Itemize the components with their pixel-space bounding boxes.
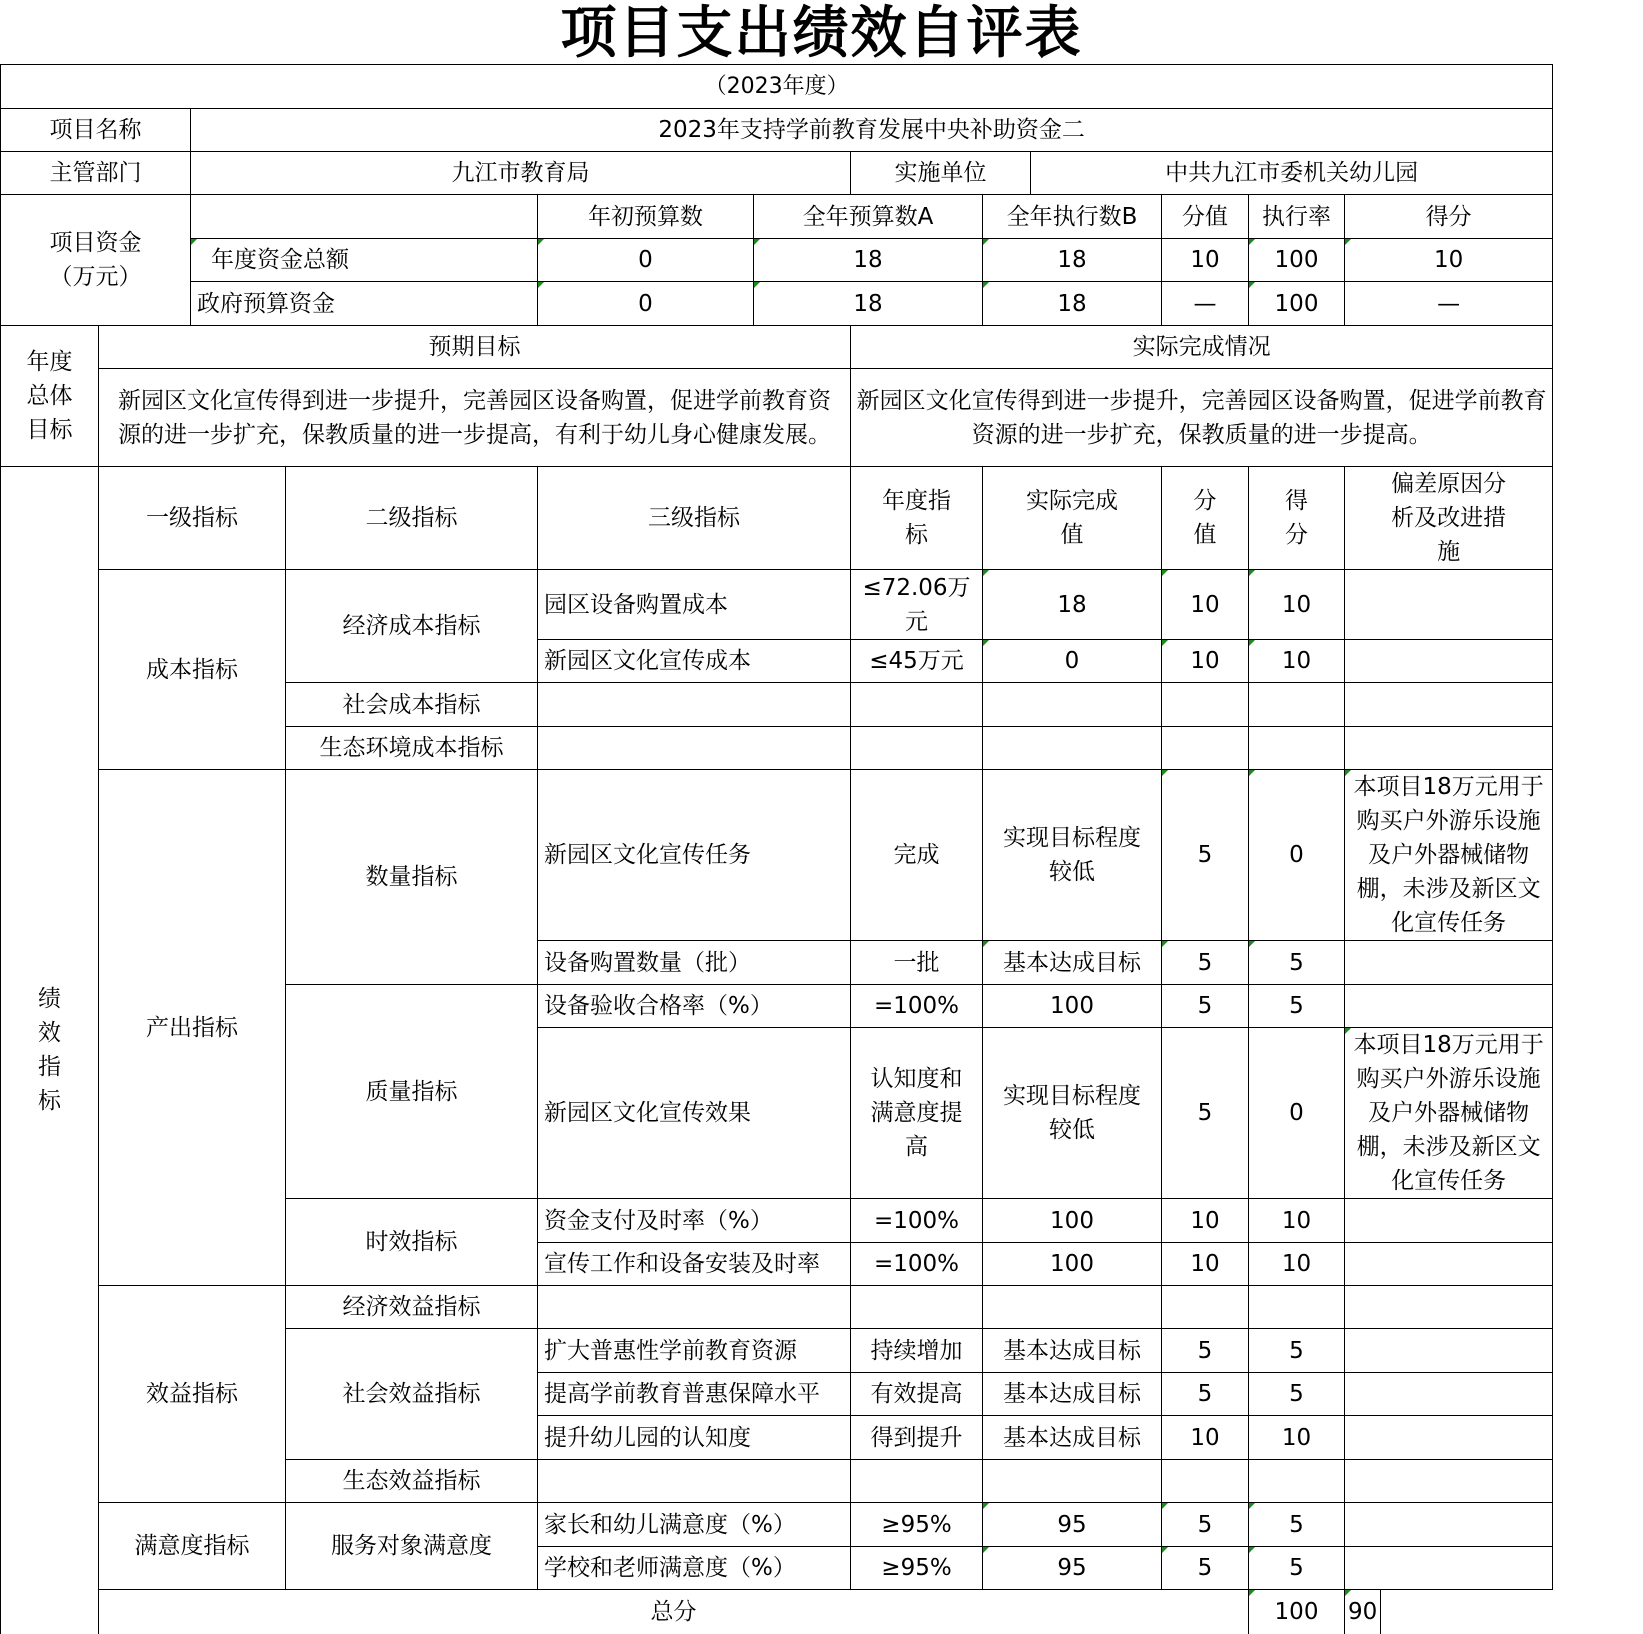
satisfaction-row-1-deviation	[1345, 1503, 1553, 1547]
benefit-eco-target	[851, 1460, 983, 1503]
satisfaction-row-2-points: 5	[1162, 1547, 1249, 1590]
funds-row-total-points: 10	[1162, 239, 1249, 282]
funds-header-score: 得分	[1345, 195, 1553, 239]
header-l1: 一级指标	[99, 467, 286, 570]
project-name-value: 2023年支持学前教育发展中央补助资金二	[191, 109, 1553, 152]
benefit-row-2-l3: 提高学前教育普惠保障水平	[538, 1373, 851, 1416]
funds-header-points: 分值	[1162, 195, 1249, 239]
output-row-6-l3: 宣传工作和设备安装及时率	[538, 1243, 851, 1286]
cost-row-1-deviation	[1345, 570, 1553, 640]
output-row-6-deviation	[1345, 1243, 1553, 1286]
cost-row-2-l3: 新园区文化宣传成本	[538, 640, 851, 683]
impl-unit-value: 中共九江市委机关幼儿园	[1031, 152, 1553, 195]
funds-row-total-name: 年度资金总额	[191, 239, 538, 282]
output-row-6-target: =100%	[851, 1243, 983, 1286]
output-row-3-points: 5	[1162, 985, 1249, 1028]
output-row-5-l3: 资金支付及时率（%）	[538, 1199, 851, 1243]
output-row-1-l3: 新园区文化宣传任务	[538, 770, 851, 941]
output-row-2-target: 一批	[851, 941, 983, 985]
funds-row-gov-init: 0	[538, 282, 754, 326]
satisfaction-row-2-target: ≥95%	[851, 1547, 983, 1590]
funds-row-total-init: 0	[538, 239, 754, 282]
benefit-row-1-deviation	[1345, 1329, 1553, 1373]
benefit-row-3-actual: 基本达成目标	[983, 1416, 1162, 1460]
satisfaction-row-1-target: ≥95%	[851, 1503, 983, 1547]
dept-value: 九江市教育局	[191, 152, 851, 195]
cost-social-deviation	[1345, 683, 1553, 727]
satisfaction-row-2-l3: 学校和老师满意度（%）	[538, 1547, 851, 1590]
cost-eco-points	[1162, 727, 1249, 770]
actual-result-text: 新园区文化宣传得到进一步提升，完善园区设备购置，促进学前教育资源的进一步扩充，保教质量的进一步提高。	[851, 369, 1553, 467]
satisfaction-l1: 满意度指标	[99, 1503, 286, 1590]
funds-label: 项目资金（万元）	[1, 195, 191, 326]
benefit-econ-score	[1249, 1286, 1345, 1329]
cost-social-target	[851, 683, 983, 727]
total-score: 90	[1345, 1590, 1381, 1634]
benefit-row-1-actual: 基本达成目标	[983, 1329, 1162, 1373]
cost-social-l2: 社会成本指标	[286, 683, 538, 727]
output-row-1-actual: 实现目标程度较低	[983, 770, 1162, 941]
satisfaction-row-1-points: 5	[1162, 1503, 1249, 1547]
funds-row-gov-annual: 18	[754, 282, 983, 326]
benefit-econ-points	[1162, 1286, 1249, 1329]
benefit-eco-deviation	[1345, 1460, 1553, 1503]
cost-row-2-actual: 0	[983, 640, 1162, 683]
funds-header-rate: 执行率	[1249, 195, 1345, 239]
header-points: 分值	[1162, 467, 1249, 570]
funds-header-blank	[191, 195, 538, 239]
year-label: （2023年度）	[1, 65, 1553, 109]
output-row-4-target: 认知度和满意度提高	[851, 1028, 983, 1199]
cost-row-2-deviation	[1345, 640, 1553, 683]
benefit-row-2-target: 有效提高	[851, 1373, 983, 1416]
total-label: 总分	[99, 1590, 1249, 1634]
benefit-row-3-deviation	[1345, 1416, 1553, 1460]
annual-goal-label: 年度总体目标	[1, 326, 99, 467]
output-row-4-points: 5	[1162, 1028, 1249, 1199]
benefit-eco-l3	[538, 1460, 851, 1503]
cost-row-2-target: ≤45万元	[851, 640, 983, 683]
benefit-econ-l3	[538, 1286, 851, 1329]
actual-result-label: 实际完成情况	[851, 326, 1553, 369]
output-row-4-deviation: 本项目18万元用于购买户外游乐设施及户外器械储物棚，未涉及新区文化宣传任务	[1345, 1028, 1553, 1199]
benefit-row-1-score: 5	[1249, 1329, 1345, 1373]
funds-header-annual: 全年预算数A	[754, 195, 983, 239]
cost-social-score	[1249, 683, 1345, 727]
header-target: 年度指标	[851, 467, 983, 570]
output-row-3-l3: 设备验收合格率（%）	[538, 985, 851, 1028]
funds-row-total-rate: 100	[1249, 239, 1345, 282]
output-quantity-l2: 数量指标	[286, 770, 538, 985]
output-row-6-actual: 100	[983, 1243, 1162, 1286]
cost-row-2-score: 10	[1249, 640, 1345, 683]
output-row-2-deviation	[1345, 941, 1553, 985]
cost-row-1-target: ≤72.06万元	[851, 570, 983, 640]
funds-header-exec: 全年执行数B	[983, 195, 1162, 239]
header-deviation: 偏差原因分析及改进措施	[1345, 467, 1553, 570]
cost-econ-l2: 经济成本指标	[286, 570, 538, 683]
benefit-row-1-target: 持续增加	[851, 1329, 983, 1373]
benefit-row-3-score: 10	[1249, 1416, 1345, 1460]
benefit-row-3-points: 10	[1162, 1416, 1249, 1460]
output-timeliness-l2: 时效指标	[286, 1199, 538, 1286]
cost-social-l3	[538, 683, 851, 727]
output-row-2-actual: 基本达成目标	[983, 941, 1162, 985]
benefit-econ-actual	[983, 1286, 1162, 1329]
output-row-4-l3: 新园区文化宣传效果	[538, 1028, 851, 1199]
output-row-3-deviation	[1345, 985, 1553, 1028]
benefit-social-l2: 社会效益指标	[286, 1329, 538, 1460]
cost-eco-l3	[538, 727, 851, 770]
satisfaction-row-2-score: 5	[1249, 1547, 1345, 1590]
benefit-row-1-l3: 扩大普惠性学前教育资源	[538, 1329, 851, 1373]
benefit-eco-score	[1249, 1460, 1345, 1503]
cost-eco-deviation	[1345, 727, 1553, 770]
output-row-3-score: 5	[1249, 985, 1345, 1028]
output-row-1-score: 0	[1249, 770, 1345, 941]
cost-eco-l2: 生态环境成本指标	[286, 727, 538, 770]
benefit-econ-target	[851, 1286, 983, 1329]
benefit-row-2-actual: 基本达成目标	[983, 1373, 1162, 1416]
benefit-row-2-points: 5	[1162, 1373, 1249, 1416]
funds-row-gov-rate: 100	[1249, 282, 1345, 326]
benefit-row-3-l3: 提升幼儿园的认知度	[538, 1416, 851, 1460]
self-evaluation-table	[0, 64, 1553, 1634]
benefit-econ-l2: 经济效益指标	[286, 1286, 538, 1329]
satisfaction-l2: 服务对象满意度	[286, 1503, 538, 1590]
output-quality-l2: 质量指标	[286, 985, 538, 1199]
header-l3: 三级指标	[538, 467, 851, 570]
cost-eco-score	[1249, 727, 1345, 770]
satisfaction-row-1-l3: 家长和幼儿满意度（%）	[538, 1503, 851, 1547]
output-row-4-score: 0	[1249, 1028, 1345, 1199]
funds-row-total-exec: 18	[983, 239, 1162, 282]
output-row-2-score: 5	[1249, 941, 1345, 985]
funds-row-gov-points: —	[1162, 282, 1249, 326]
dept-label: 主管部门	[1, 152, 191, 195]
output-row-1-points: 5	[1162, 770, 1249, 941]
total-points: 100	[1249, 1590, 1345, 1634]
cost-row-2-points: 10	[1162, 640, 1249, 683]
funds-row-total-score: 10	[1345, 239, 1553, 282]
output-row-6-points: 10	[1162, 1243, 1249, 1286]
funds-header-init: 年初预算数	[538, 195, 754, 239]
output-row-1-target: 完成	[851, 770, 983, 941]
output-row-1-deviation: 本项目18万元用于购买户外游乐设施及户外器械储物棚，未涉及新区文化宣传任务	[1345, 770, 1553, 941]
cost-eco-target	[851, 727, 983, 770]
perf-indicators-label	[1, 467, 99, 1634]
benefit-eco-l2: 生态效益指标	[286, 1460, 538, 1503]
cost-row-1-score: 10	[1249, 570, 1345, 640]
benefit-row-2-score: 5	[1249, 1373, 1345, 1416]
funds-row-gov-exec: 18	[983, 282, 1162, 326]
satisfaction-row-1-actual: 95	[983, 1503, 1162, 1547]
satisfaction-row-2-actual: 95	[983, 1547, 1162, 1590]
cost-l1: 成本指标	[99, 570, 286, 770]
funds-row-gov-score: —	[1345, 282, 1553, 326]
output-row-3-actual: 100	[983, 985, 1162, 1028]
output-row-5-points: 10	[1162, 1199, 1249, 1243]
page-title: 项目支出绩效自评表	[560, 0, 1083, 66]
benefit-eco-points	[1162, 1460, 1249, 1503]
total-deviation	[1381, 1590, 1553, 1634]
cost-eco-actual	[983, 727, 1162, 770]
perf-indicators-text: 绩效指标	[38, 986, 61, 1115]
funds-row-total-annual: 18	[754, 239, 983, 282]
benefit-l1: 效益指标	[99, 1286, 286, 1503]
header-score: 得分	[1249, 467, 1345, 570]
output-row-5-deviation	[1345, 1199, 1553, 1243]
funds-row-gov-name: 政府预算资金	[191, 282, 538, 326]
benefit-row-2-deviation	[1345, 1373, 1553, 1416]
cost-row-1-l3: 园区设备购置成本	[538, 570, 851, 640]
expected-goal-label: 预期目标	[99, 326, 851, 369]
output-row-5-target: =100%	[851, 1199, 983, 1243]
output-l1: 产出指标	[99, 770, 286, 1286]
expected-goal-text: 新园区文化宣传得到进一步提升，完善园区设备购置，促进学前教育资源的进一步扩充，保教质量的进一步提高，有利于幼儿身心健康发展。	[99, 369, 851, 467]
benefit-row-1-points: 5	[1162, 1329, 1249, 1373]
output-row-5-actual: 100	[983, 1199, 1162, 1243]
benefit-row-3-target: 得到提升	[851, 1416, 983, 1460]
project-name-label: 项目名称	[1, 109, 191, 152]
output-row-3-target: =100%	[851, 985, 983, 1028]
output-row-4-actual: 实现目标程度较低	[983, 1028, 1162, 1199]
satisfaction-row-1-score: 5	[1249, 1503, 1345, 1547]
benefit-econ-deviation	[1345, 1286, 1553, 1329]
cost-row-1-points: 10	[1162, 570, 1249, 640]
impl-unit-label: 实施单位	[851, 152, 1031, 195]
header-actual: 实际完成值	[983, 467, 1162, 570]
cost-social-points	[1162, 683, 1249, 727]
header-l2: 二级指标	[286, 467, 538, 570]
cost-row-1-actual: 18	[983, 570, 1162, 640]
cost-social-actual	[983, 683, 1162, 727]
satisfaction-row-2-deviation	[1345, 1547, 1553, 1590]
output-row-2-l3: 设备购置数量（批）	[538, 941, 851, 985]
output-row-2-points: 5	[1162, 941, 1249, 985]
output-row-5-score: 10	[1249, 1199, 1345, 1243]
output-row-6-score: 10	[1249, 1243, 1345, 1286]
benefit-eco-actual	[983, 1460, 1162, 1503]
